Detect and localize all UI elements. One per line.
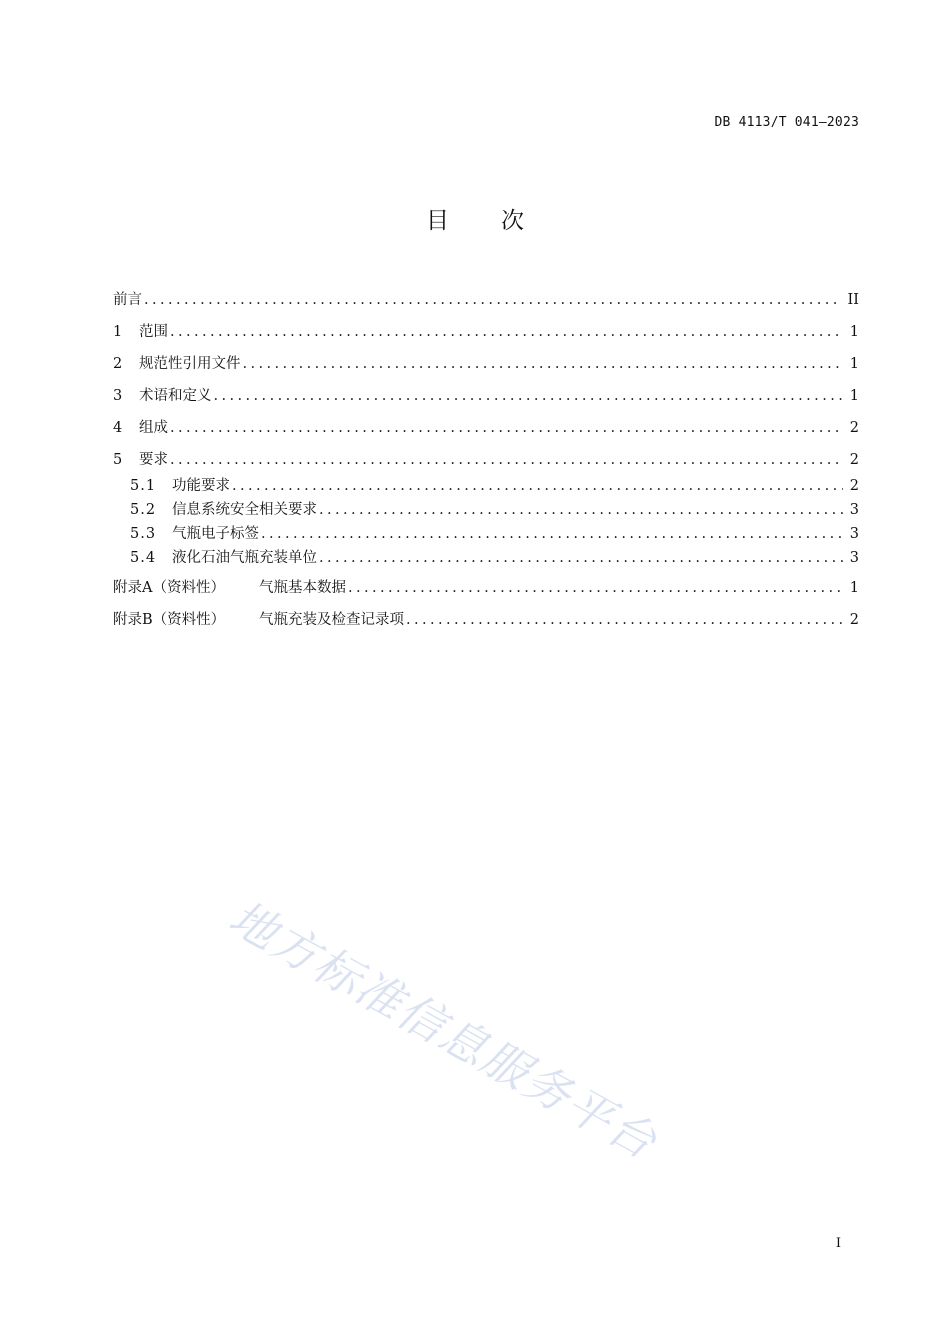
toc-entry-functional-requirements[interactable]: [113, 474, 859, 498]
toc-entry-number: 5.3: [130, 526, 157, 542]
toc-entry-foreword[interactable]: [113, 288, 859, 312]
toc-entry-scope[interactable]: [113, 320, 859, 344]
toc-entry-page: 1: [849, 388, 859, 404]
toc-entry-page: 1: [849, 580, 859, 596]
table-of-contents: [113, 288, 859, 640]
toc-entry-appendix-b[interactable]: [113, 608, 859, 632]
toc-leader-dots: [243, 356, 844, 372]
toc-entry-page: 2: [849, 420, 859, 436]
toc-leader-dots: [319, 550, 843, 566]
toc-entry-label: 液化石油气瓶充装单位: [172, 550, 317, 566]
toc-entry-page: 2: [849, 452, 859, 468]
toc-entry-label: 气瓶充装及检查记录项: [259, 612, 404, 628]
toc-entry-page: 3: [849, 502, 859, 518]
toc-entry-number: 5.4: [130, 550, 157, 566]
toc-entry-normative-references[interactable]: [113, 352, 859, 376]
toc-entry-number: 1: [113, 324, 123, 340]
toc-entry-appendix-a[interactable]: [113, 576, 859, 600]
toc-entry-label: 组成: [139, 420, 168, 436]
toc-entry-label: 气瓶基本数据: [259, 580, 346, 596]
toc-entry-page: 1: [849, 356, 859, 372]
document-code: DB 4113/T 041—2023: [714, 115, 859, 130]
toc-leader-dots: [319, 502, 843, 518]
toc-entry-page: II: [847, 292, 859, 308]
toc-entry-label: 前言: [113, 292, 142, 308]
toc-entry-label: 信息系统安全相关要求: [172, 502, 317, 518]
toc-entry-composition[interactable]: [113, 416, 859, 440]
toc-entry-page: 2: [849, 612, 859, 628]
toc-leader-dots: [348, 580, 843, 596]
toc-entry-number: 3: [113, 388, 123, 404]
toc-entry-number: 5.2: [130, 502, 157, 518]
appendix-label: 附录A（资料性）: [113, 580, 225, 596]
toc-entry-label: 术语和定义: [139, 388, 212, 404]
toc-entry-number: 2: [113, 356, 123, 372]
toc-leader-dots: [170, 420, 843, 436]
toc-leader-dots: [261, 526, 843, 542]
toc-leader-dots: [170, 452, 843, 468]
page-title: 目次: [426, 208, 576, 234]
toc-entry-terms-definitions[interactable]: [113, 384, 859, 408]
toc-entry-page: 3: [849, 550, 859, 566]
toc-entry-filling-unit[interactable]: [113, 546, 859, 570]
page-number: I: [835, 1236, 841, 1251]
toc-leader-dots: [232, 478, 843, 494]
toc-leader-dots: [170, 324, 843, 340]
toc-entry-page: 2: [849, 478, 859, 494]
toc-entry-page: 3: [849, 526, 859, 542]
toc-entry-page: 1: [849, 324, 859, 340]
toc-entry-label: 功能要求: [172, 478, 230, 494]
appendix-label: 附录B（资料性）: [113, 612, 226, 628]
toc-entry-label: 规范性引用文件: [139, 356, 241, 372]
toc-leader-dots: [406, 612, 843, 628]
toc-entry-electronic-tag[interactable]: [113, 522, 859, 546]
watermark: 地方标准信息服务平台: [220, 890, 667, 1170]
toc-entry-security-requirements[interactable]: [113, 498, 859, 522]
toc-entry-number: 5: [113, 452, 123, 468]
toc-leader-dots: [214, 388, 844, 404]
toc-entry-label: 要求: [139, 452, 168, 468]
toc-entry-number: 5.1: [130, 478, 157, 494]
toc-entry-number: 4: [113, 420, 123, 436]
toc-leader-dots: [144, 292, 842, 308]
toc-entry-requirements[interactable]: [113, 448, 859, 472]
toc-entry-label: 范围: [139, 324, 168, 340]
toc-entry-label: 气瓶电子标签: [172, 526, 259, 542]
